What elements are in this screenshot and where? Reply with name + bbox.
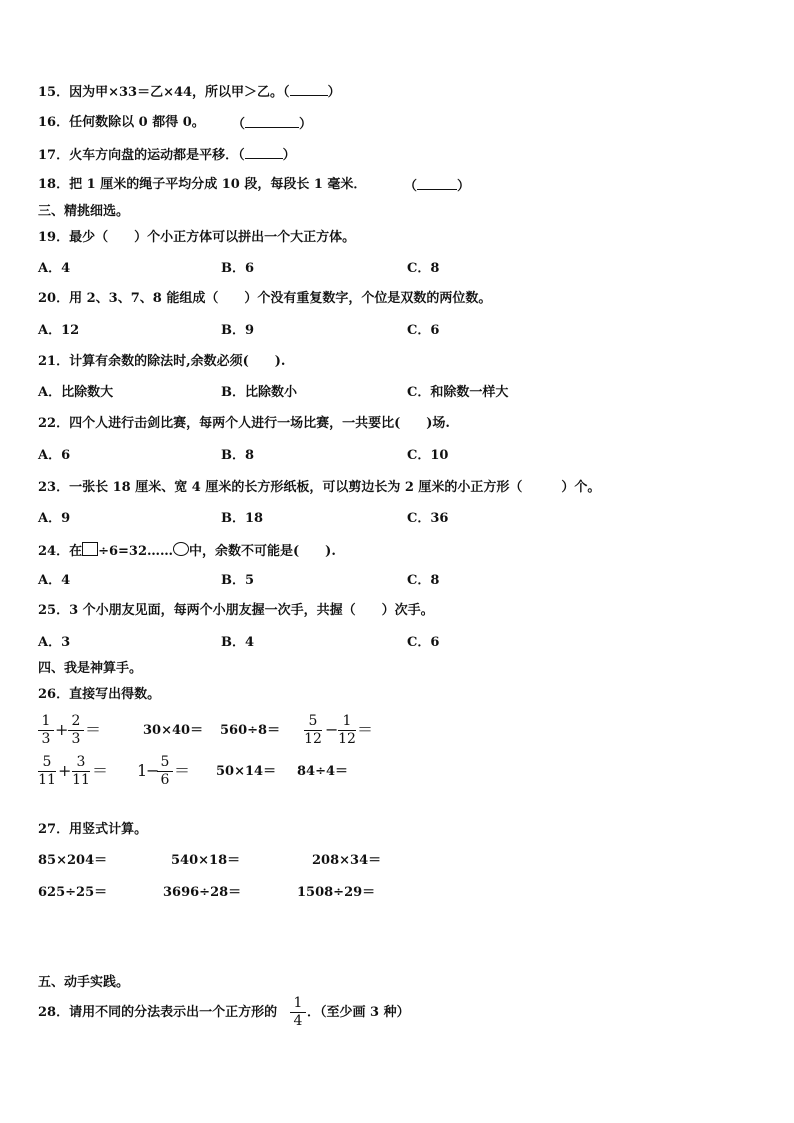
plus-sign: +: [58, 761, 72, 780]
option-b[interactable]: B．4: [221, 635, 255, 650]
option-b[interactable]: B．5: [221, 573, 255, 588]
fraction: $\frac{5}{11}$: [38, 754, 56, 788]
question-24-equation: ÷6=32……: [98, 544, 174, 559]
option-c[interactable]: C．10: [407, 448, 449, 463]
fraction: $\frac{3}{11}$: [72, 754, 90, 788]
option-b[interactable]: B．8: [221, 448, 255, 463]
option-a[interactable]: A．3: [38, 635, 71, 650]
calc-expression: 3696÷28＝: [163, 885, 242, 900]
question-19: 19．最少（ ）个小正方体可以拼出一个大正方体。: [38, 230, 356, 245]
section-5-heading: 五、动手实践。: [38, 975, 130, 990]
option-b[interactable]: B．9: [221, 323, 255, 338]
option-b[interactable]: B．比除数小: [221, 385, 297, 400]
option-a[interactable]: A．6: [38, 448, 71, 463]
fraction: $\frac{1}{3}$: [38, 713, 54, 748]
option-c[interactable]: C．和除数一样大: [407, 385, 509, 400]
option-c[interactable]: C．6: [407, 635, 440, 650]
calc-expression: 540×18＝: [171, 853, 241, 868]
question-24: [38, 542, 336, 560]
calc-expression: 30×40＝: [143, 723, 204, 738]
question-16: [38, 115, 205, 131]
question-18-answer: [404, 177, 470, 195]
answer-blank[interactable]: [417, 177, 457, 190]
question-24-suffix: 中，余数不可能是( ).: [189, 544, 336, 559]
calc-expression: 208×34＝: [312, 853, 382, 868]
question-27-title: 27．用竖式计算。: [38, 822, 148, 837]
question-16-text: 16．任何数除以 0 都得 0。: [38, 115, 205, 130]
option-a[interactable]: A．12: [38, 323, 80, 338]
square-box-icon: [82, 542, 98, 556]
question-18: [38, 177, 366, 193]
section-3-heading: 三、精挑细选。: [38, 204, 130, 219]
option-b[interactable]: B．18: [221, 511, 264, 526]
question-24-prefix: 24．在: [38, 544, 83, 559]
question-18-text: 18．把 1 厘米的绳子平均分成 10 段，每段长 1 毫米．: [38, 177, 367, 192]
question-22: 22．四个人进行击剑比赛，每两个人进行一场比赛，一共要比( )场.: [38, 416, 450, 431]
circle-icon: [173, 542, 189, 556]
equals-sign: ＝: [174, 761, 191, 780]
calc-expression: 1508÷29＝: [297, 885, 376, 900]
question-23: 23．一张长 18 厘米、宽 4 厘米的长方形纸板，可以剪边长为 2 厘米的小正方形（ ）个。: [38, 480, 601, 495]
question-25: 25．3 个小朋友见面，每两个小朋友握一次手，共握（ ）次手。: [38, 603, 434, 618]
option-c[interactable]: C．36: [407, 511, 449, 526]
minus-sign: −: [325, 720, 339, 739]
option-c[interactable]: C．6: [407, 323, 440, 338]
section-4-heading: 四、我是神算手。: [38, 661, 143, 676]
paren-close: ）: [457, 179, 471, 194]
option-a[interactable]: A．4: [38, 573, 71, 588]
paren-open: （: [232, 117, 246, 132]
question-15: [38, 83, 341, 101]
question-28-text: 28．请用不同的分法表示出一个正方形的: [38, 1005, 278, 1020]
equals-sign: ＝: [357, 720, 374, 739]
minus-sign: −: [146, 761, 160, 780]
fraction: $\frac{5}{6}$: [157, 754, 173, 789]
question-28: [38, 1005, 277, 1021]
question-26-title: 26．直接写出得数。: [38, 687, 161, 702]
question-15-text: 15．因为甲×33＝乙×44，所以甲＞乙。（: [38, 85, 290, 100]
question-17-text: 17．火车方向盘的运动都是平移．（: [38, 148, 245, 163]
equals-sign: ＝: [92, 761, 109, 780]
question-15-close: ）: [327, 85, 341, 100]
question-28-suffix: ．（至少画 3 种）: [307, 1005, 410, 1020]
option-c[interactable]: C．8: [407, 573, 440, 588]
question-20: 20．用 2、3、7、8 能组成（ ）个没有重复数字，个位是双数的两位数。: [38, 291, 492, 306]
calc-expression: 50×14＝: [216, 764, 277, 779]
fraction: $\frac{2}{3}$: [68, 713, 84, 748]
calc-expression: 84÷4＝: [297, 764, 349, 779]
answer-blank[interactable]: [245, 115, 299, 128]
option-a[interactable]: A．比除数大: [38, 385, 114, 400]
calc-expression: 560÷8＝: [220, 723, 281, 738]
option-a[interactable]: A．9: [38, 511, 71, 526]
plus-sign: +: [55, 720, 69, 739]
question-17-close: ）: [282, 148, 296, 163]
option-c[interactable]: C．8: [407, 261, 440, 276]
answer-blank[interactable]: [245, 146, 283, 159]
paren-open: （: [404, 179, 418, 194]
option-a[interactable]: A．4: [38, 261, 71, 276]
calc-expression: 625÷25＝: [38, 885, 108, 900]
question-16-answer: [232, 115, 312, 133]
fraction: $\frac{5}{12}$: [304, 713, 322, 747]
whole-number: 1: [137, 761, 148, 780]
fraction: $\frac{1}{4}$: [290, 995, 306, 1030]
answer-blank[interactable]: [290, 83, 328, 96]
question-21: 21．计算有余数的除法时,余数必须( ).: [38, 354, 286, 369]
question-17: [38, 146, 296, 164]
calc-expression: 85×204＝: [38, 853, 108, 868]
fraction: $\frac{1}{12}$: [338, 713, 356, 747]
option-b[interactable]: B．6: [221, 261, 255, 276]
paren-close: ）: [299, 117, 313, 132]
equals-sign: ＝: [85, 720, 102, 739]
